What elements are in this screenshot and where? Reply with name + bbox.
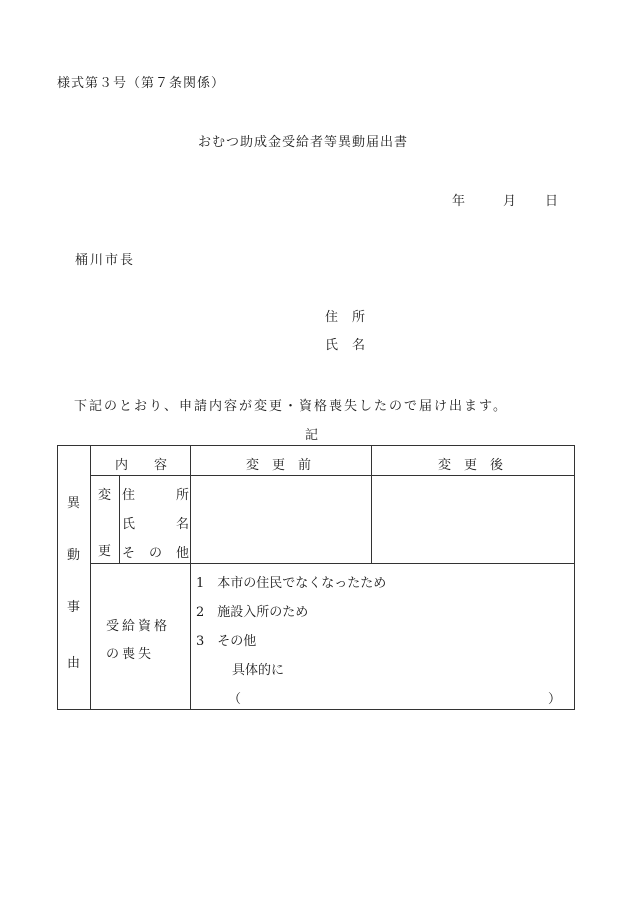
change-item-other-3: 他 — [176, 546, 190, 561]
divider — [371, 446, 372, 564]
loss-label-line1: 受給資格 — [106, 619, 171, 634]
form-number: 様式第３号（第７条関係） — [57, 76, 226, 91]
reason-2: 2 施設入所のため — [196, 605, 309, 620]
side-label-char: 動 — [67, 548, 81, 563]
divider — [190, 446, 191, 710]
change-item-name-2: 名 — [176, 517, 190, 532]
change-item-other-2: の — [149, 546, 163, 561]
day-label: 日 — [545, 194, 559, 209]
divider — [90, 563, 575, 564]
side-label-char: 事 — [67, 600, 81, 615]
paren-open: （ — [228, 692, 242, 707]
year-label: 年 — [452, 194, 466, 209]
name-label: 氏名 — [325, 338, 380, 353]
change-item-address-1: 住 — [122, 488, 136, 503]
divider — [90, 475, 575, 476]
loss-label-line2: の喪失 — [106, 647, 155, 662]
paren-close: ） — [548, 692, 562, 707]
statement-text: 下記のとおり、申請内容が変更・資格喪失したので届け出ます。 — [74, 399, 508, 414]
col-before-header: 変 更 前 — [246, 458, 312, 473]
change-item-other-1: そ — [122, 546, 136, 561]
change-table — [57, 445, 575, 710]
change-item-name-1: 氏 — [122, 517, 136, 532]
ki-label: 記 — [305, 428, 319, 443]
change-item-address-2: 所 — [176, 488, 190, 503]
month-label: 月 — [503, 194, 517, 209]
recipient: 桶川市長 — [75, 253, 136, 268]
side-label-char: 由 — [67, 656, 81, 671]
reason-1: 1 本市の住民でなくなったため — [196, 576, 387, 591]
side-label-char: 異 — [67, 496, 81, 511]
specific-label: 具体的に — [232, 663, 285, 678]
col-after-header: 変 更 後 — [438, 458, 504, 473]
divider — [119, 475, 120, 564]
divider — [90, 446, 91, 710]
reason-3: 3 その他 — [196, 634, 257, 649]
col-content-header: 内 容 — [115, 458, 168, 473]
address-label: 住所 — [325, 310, 380, 325]
change-label-char: 変 — [98, 488, 112, 503]
document-title: おむつ助成金受給者等異動届出書 — [198, 135, 409, 150]
change-label-char: 更 — [98, 544, 112, 559]
